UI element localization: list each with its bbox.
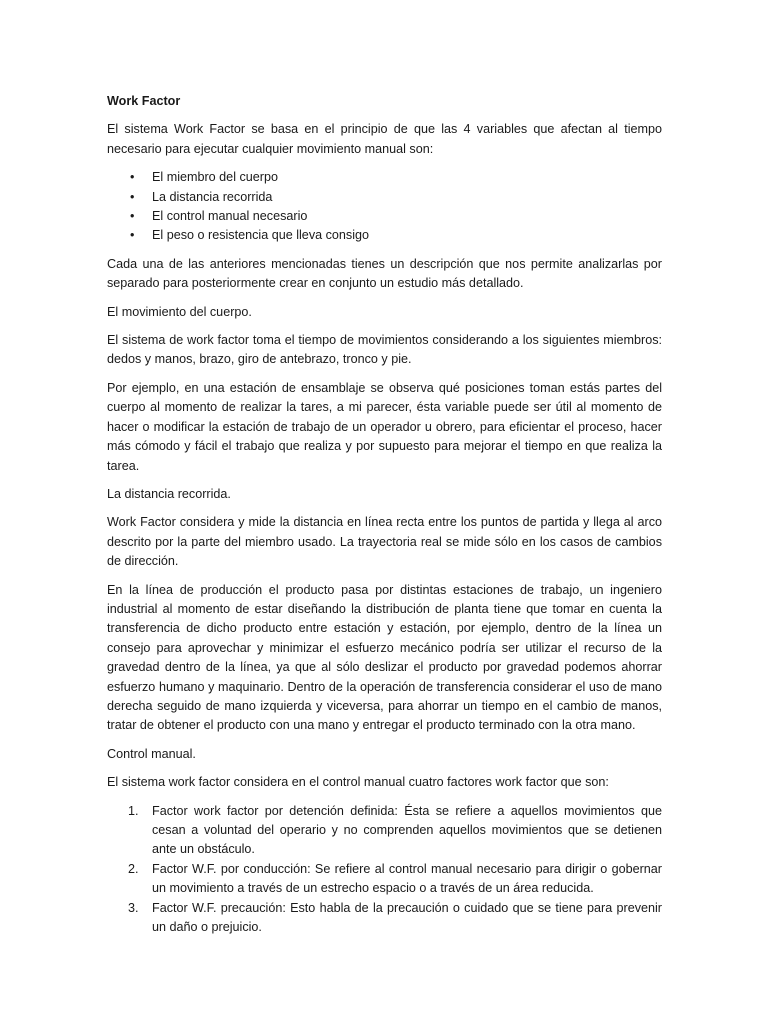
variables-list [107, 168, 662, 246]
list-number: 1. [128, 803, 139, 818]
list-item [107, 226, 662, 245]
list-item [107, 188, 662, 207]
list-item [107, 207, 662, 226]
intro-paragraph: El sistema Work Factor se basa en el principio de que las 4 variables que afectan al tiempo necesario para ejecutar cualquier movimiento manual son: [107, 122, 662, 156]
document-body [107, 92, 662, 937]
document-title: Work Factor [107, 94, 181, 108]
bullet-icon: • [130, 209, 135, 224]
bullet-icon: • [130, 228, 135, 243]
distance-paragraph-2: En la línea de producción el producto pasa por distintas estaciones de trabajo, un ingeniero industrial al momento de estar diseñando la distribución de planta tiene que tomar en cuenta la transferencia de dicho producto entre estación y estación, por ejemplo, dentro de la línea un consejo para aprovechar y minimizar el esfuerzo mecánico podría ser utilizar el recurso de la gravedad dentro de la línea, ya que al sólo deslizar el producto por gravedad podemos ahorrar esfuerzo humano y maquinario. Dentro de la operación de transferencia considerar el uso de mano derecha seguido de mano izquierda y viceversa, para ahorrar un tiempo en el cambio de manos, tratar de obtener el producto con una mano y entregar el producto terminado con la otra mano. [107, 582, 662, 733]
list-item-text: El miembro del cuerpo [152, 170, 278, 185]
factors-list [107, 802, 662, 938]
section-heading-control: Control manual. [107, 746, 196, 761]
list-item-text: Factor W.F. por conducción: Se refiere al control manual necesario para dirigir o gobernar un movimiento a través de un estrecho espacio o a través de un área reducida. [152, 861, 662, 896]
list-item-text: Factor W.F. precaución: Esto habla de la precaución o cuidado que se tiene para prevenir un daño o prejuicio. [152, 900, 662, 935]
bullet-icon: • [130, 170, 135, 185]
list-item [107, 802, 662, 860]
list-item-text: Factor work factor por detención definida: Ésta se refiere a aquellos movimientos que cesan a voluntad del operario y no comprenden aquellos movimientos que se detienen ante un obstáculo. [152, 803, 662, 857]
list-number: 3. [128, 900, 139, 915]
list-item [107, 168, 662, 187]
bullet-icon: • [130, 189, 135, 204]
analysis-paragraph: Cada una de las anteriores mencionadas tienes un descripción que nos permite analizarlas por separado para posteriormente crear en conjunto un estudio más detallado. [107, 256, 662, 291]
section-heading-body: El movimiento del cuerpo. [107, 304, 252, 319]
section-heading-distance: La distancia recorrida. [107, 486, 231, 501]
distance-paragraph-1: Work Factor considera y mide la distancia en línea recta entre los puntos de partida y llega al arco descrito por la parte del miembro usado. La trayectoria real se mide sólo en los casos de cambios de dirección. [107, 515, 662, 569]
list-number: 2. [128, 861, 139, 876]
body-paragraph-2: Por ejemplo, en una estación de ensamblaje se observa qué posiciones toman estás partes del cuerpo al momento de realizar la tares, a mi parecer, ésta variable puede ser útil al momento de hacer o modificar la estación de trabajo de un operador u obrero, para eficientar el proceso, hacer más cómodo y fácil el trabajo que realiza y por supuesto para mejorar el tiempo en que realiza la tarea. [107, 380, 662, 473]
list-item-text: La distancia recorrida [152, 189, 273, 204]
control-paragraph: El sistema work factor considera en el control manual cuatro factores work factor que son: [107, 775, 609, 790]
list-item-text: El control manual necesario [152, 209, 308, 224]
list-item [107, 899, 662, 938]
list-item [107, 860, 662, 899]
body-paragraph-1: El sistema de work factor toma el tiempo de movimientos considerando a los siguientes miembros: dedos y manos, brazo, giro de antebrazo, tronco y pie. [107, 333, 662, 367]
list-item-text: El peso o resistencia que lleva consigo [152, 228, 370, 243]
